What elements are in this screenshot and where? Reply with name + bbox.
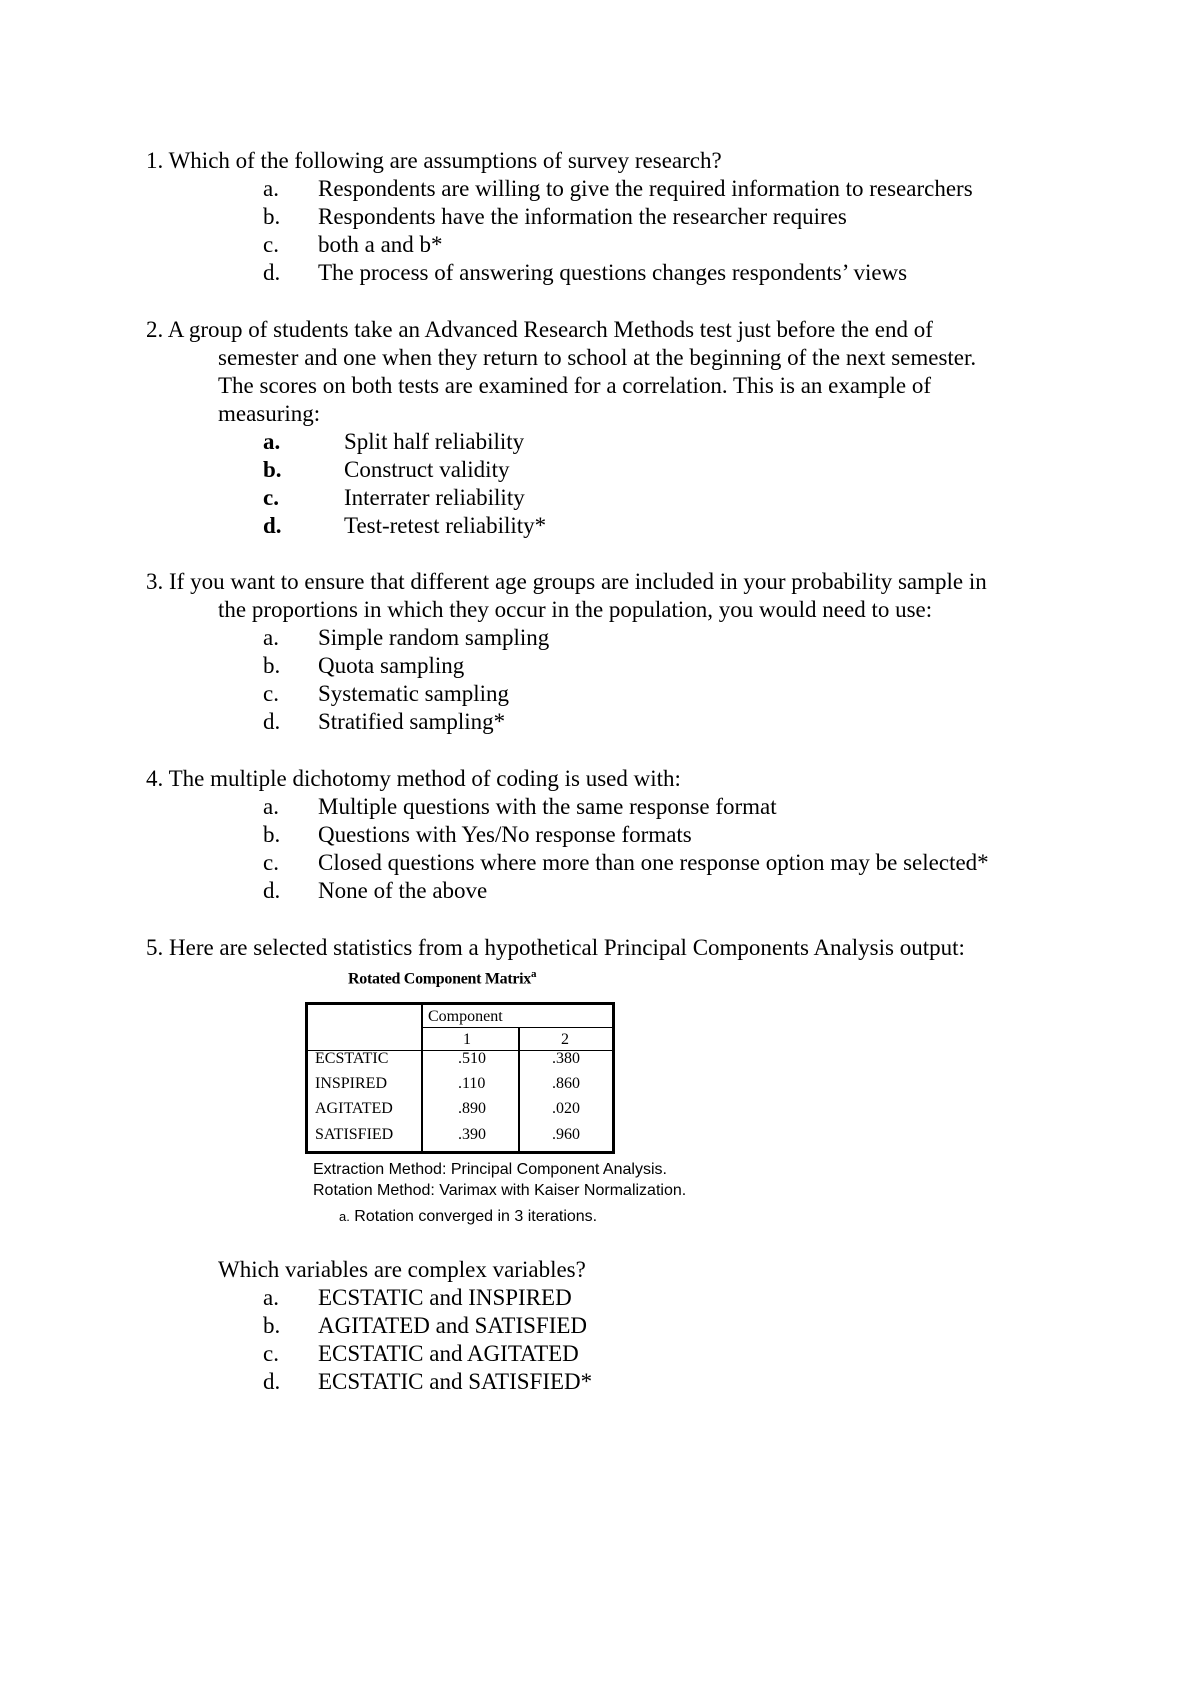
option-c <box>146 231 1046 259</box>
rotation-convergence-note <box>339 1208 597 1226</box>
option-letter: b. <box>263 822 281 847</box>
option-letter: c. <box>263 850 279 875</box>
row-label: ECSTATIC <box>315 1050 389 1067</box>
extraction-method-note: Extraction Method: Principal Component Analysis. <box>313 1161 667 1178</box>
option-letter: a. <box>263 625 279 650</box>
option-letter: b. <box>263 653 281 678</box>
question-4 <box>146 765 1046 905</box>
question-number: 5. <box>146 935 164 960</box>
option-c <box>146 484 1046 512</box>
option-text: Construct validity <box>344 457 510 482</box>
followup-text: Which variables are complex variables? <box>218 1257 586 1282</box>
option-c <box>146 680 1046 708</box>
loading-cell: .020 <box>552 1100 580 1117</box>
option-text: Respondents are willing to give the required information to researchers <box>318 176 973 201</box>
option-b <box>146 821 1046 849</box>
loading-cell: .380 <box>552 1050 580 1067</box>
loading-cell: .510 <box>458 1050 486 1067</box>
option-a <box>146 624 1046 652</box>
option-text: Systematic sampling <box>318 681 510 706</box>
question-number: 4. <box>146 766 164 791</box>
question-5 <box>146 934 1046 962</box>
option-letter: d. <box>263 709 281 734</box>
option-letter: c. <box>263 485 279 510</box>
option-text: Quota sampling <box>318 653 465 678</box>
option-letter: c. <box>263 1341 279 1366</box>
option-text: ECSTATIC and AGITATED <box>318 1341 579 1366</box>
option-b <box>146 203 1046 231</box>
option-text: Stratified sampling* <box>318 709 506 734</box>
option-text: Simple random sampling <box>318 625 550 650</box>
row-label: INSPIRED <box>315 1075 388 1092</box>
question-3 <box>146 568 1046 736</box>
option-c <box>146 849 1046 877</box>
footnote-text: Rotation converged in 3 iterations. <box>354 1208 598 1225</box>
loading-cell: .110 <box>458 1075 486 1092</box>
loading-cell: .960 <box>552 1126 580 1143</box>
option-letter: d. <box>263 1369 281 1394</box>
option-a <box>146 793 1046 821</box>
rotated-component-matrix: Component 1 2 ECSTATIC .510 .380 INSPIRED .110 .860 AGITATED .890 .020 SATISFIED .390 .960 <box>305 1002 615 1154</box>
option-text: Split half reliability <box>344 429 525 454</box>
option-text: Questions with Yes/No response formats <box>318 822 692 847</box>
option-text: Interrater reliability <box>344 485 525 510</box>
option-text: both a and b* <box>318 232 443 257</box>
option-letter: d. <box>263 260 281 285</box>
question-text: A group of students take an Advanced Research Methods test just before the end of <box>167 317 933 342</box>
option-letter: a. <box>263 1285 279 1310</box>
option-letter: a. <box>263 429 281 454</box>
option-d <box>146 259 1046 287</box>
loading-cell: .890 <box>458 1100 486 1117</box>
question-number: 1. <box>146 148 164 173</box>
rcm-title-footnote-mark: a <box>531 968 537 980</box>
question-stem <box>146 568 1046 624</box>
question-stem <box>146 765 1046 793</box>
question-stem <box>146 934 1046 962</box>
question-number: 3. <box>146 569 164 594</box>
option-d <box>146 1368 1046 1396</box>
option-letter: a. <box>263 794 279 819</box>
question-text: Which of the following are assumptions of survey research? <box>168 148 722 173</box>
option-a <box>146 428 1046 456</box>
option-letter: a. <box>263 176 279 201</box>
column-header-2: 2 <box>561 1031 569 1048</box>
option-letter: d. <box>263 878 281 903</box>
option-text: AGITATED and SATISFIED <box>318 1313 588 1338</box>
option-d <box>146 877 1046 905</box>
question-text-continued: semester and one when they return to school at the beginning of the next semester. <box>218 345 977 370</box>
option-b <box>146 456 1046 484</box>
column-header-1: 1 <box>463 1031 471 1048</box>
table-divider <box>421 1027 612 1028</box>
loading-cell: .860 <box>552 1075 580 1092</box>
rotation-method-note: Rotation Method: Varimax with Kaiser Normalization. <box>313 1182 687 1199</box>
question-text: Here are selected statistics from a hypothetical Principal Components Analysis output: <box>169 935 965 960</box>
option-a <box>146 1284 1046 1312</box>
option-text: Test-retest reliability* <box>344 513 547 538</box>
option-letter: b. <box>263 204 281 229</box>
option-text: The process of answering questions changes respondents’ views <box>318 260 908 285</box>
option-b <box>146 1312 1046 1340</box>
option-d <box>146 512 1046 540</box>
table-divider <box>518 1028 520 1151</box>
option-letter: b. <box>263 1313 281 1338</box>
rcm-title-text: Rotated Component Matrix <box>348 970 531 988</box>
option-letter: c. <box>263 681 279 706</box>
row-label: SATISFIED <box>315 1126 394 1143</box>
option-b <box>146 652 1046 680</box>
question-text-continued: The scores on both tests are examined for a correlation. This is an example of <box>218 373 931 398</box>
question-text: The multiple dichotomy method of coding is used with: <box>168 766 681 791</box>
loading-cell: .390 <box>458 1126 486 1143</box>
option-c <box>146 1340 1046 1368</box>
option-a <box>146 175 1046 203</box>
question-5-followup <box>146 1256 1046 1396</box>
question-text-continued: measuring: <box>218 401 321 426</box>
option-text: ECSTATIC and SATISFIED* <box>318 1369 593 1394</box>
question-text: If you want to ensure that different age groups are included in your probability sample in <box>169 569 987 594</box>
option-letter: d. <box>263 513 282 538</box>
option-letter: b. <box>263 457 282 482</box>
question-stem <box>146 316 1046 428</box>
question-1 <box>146 147 1046 287</box>
row-label: AGITATED <box>315 1100 393 1117</box>
question-stem <box>146 147 1046 175</box>
option-text: None of the above <box>318 878 488 903</box>
rcm-title <box>348 968 536 988</box>
option-d <box>146 708 1046 736</box>
option-text: ECSTATIC and INSPIRED <box>318 1285 572 1310</box>
question-text-continued: the proportions in which they occur in the population, you would need to use: <box>218 597 933 622</box>
option-text: Respondents have the information the researcher requires <box>318 204 847 229</box>
footnote-mark: a. <box>339 1209 350 1224</box>
option-text: Multiple questions with the same response format <box>318 794 777 819</box>
option-text: Closed questions where more than one response option may be selected* <box>318 850 989 875</box>
question-2 <box>146 316 1046 540</box>
option-letter: c. <box>263 232 279 257</box>
question-number: 2. <box>146 317 164 342</box>
